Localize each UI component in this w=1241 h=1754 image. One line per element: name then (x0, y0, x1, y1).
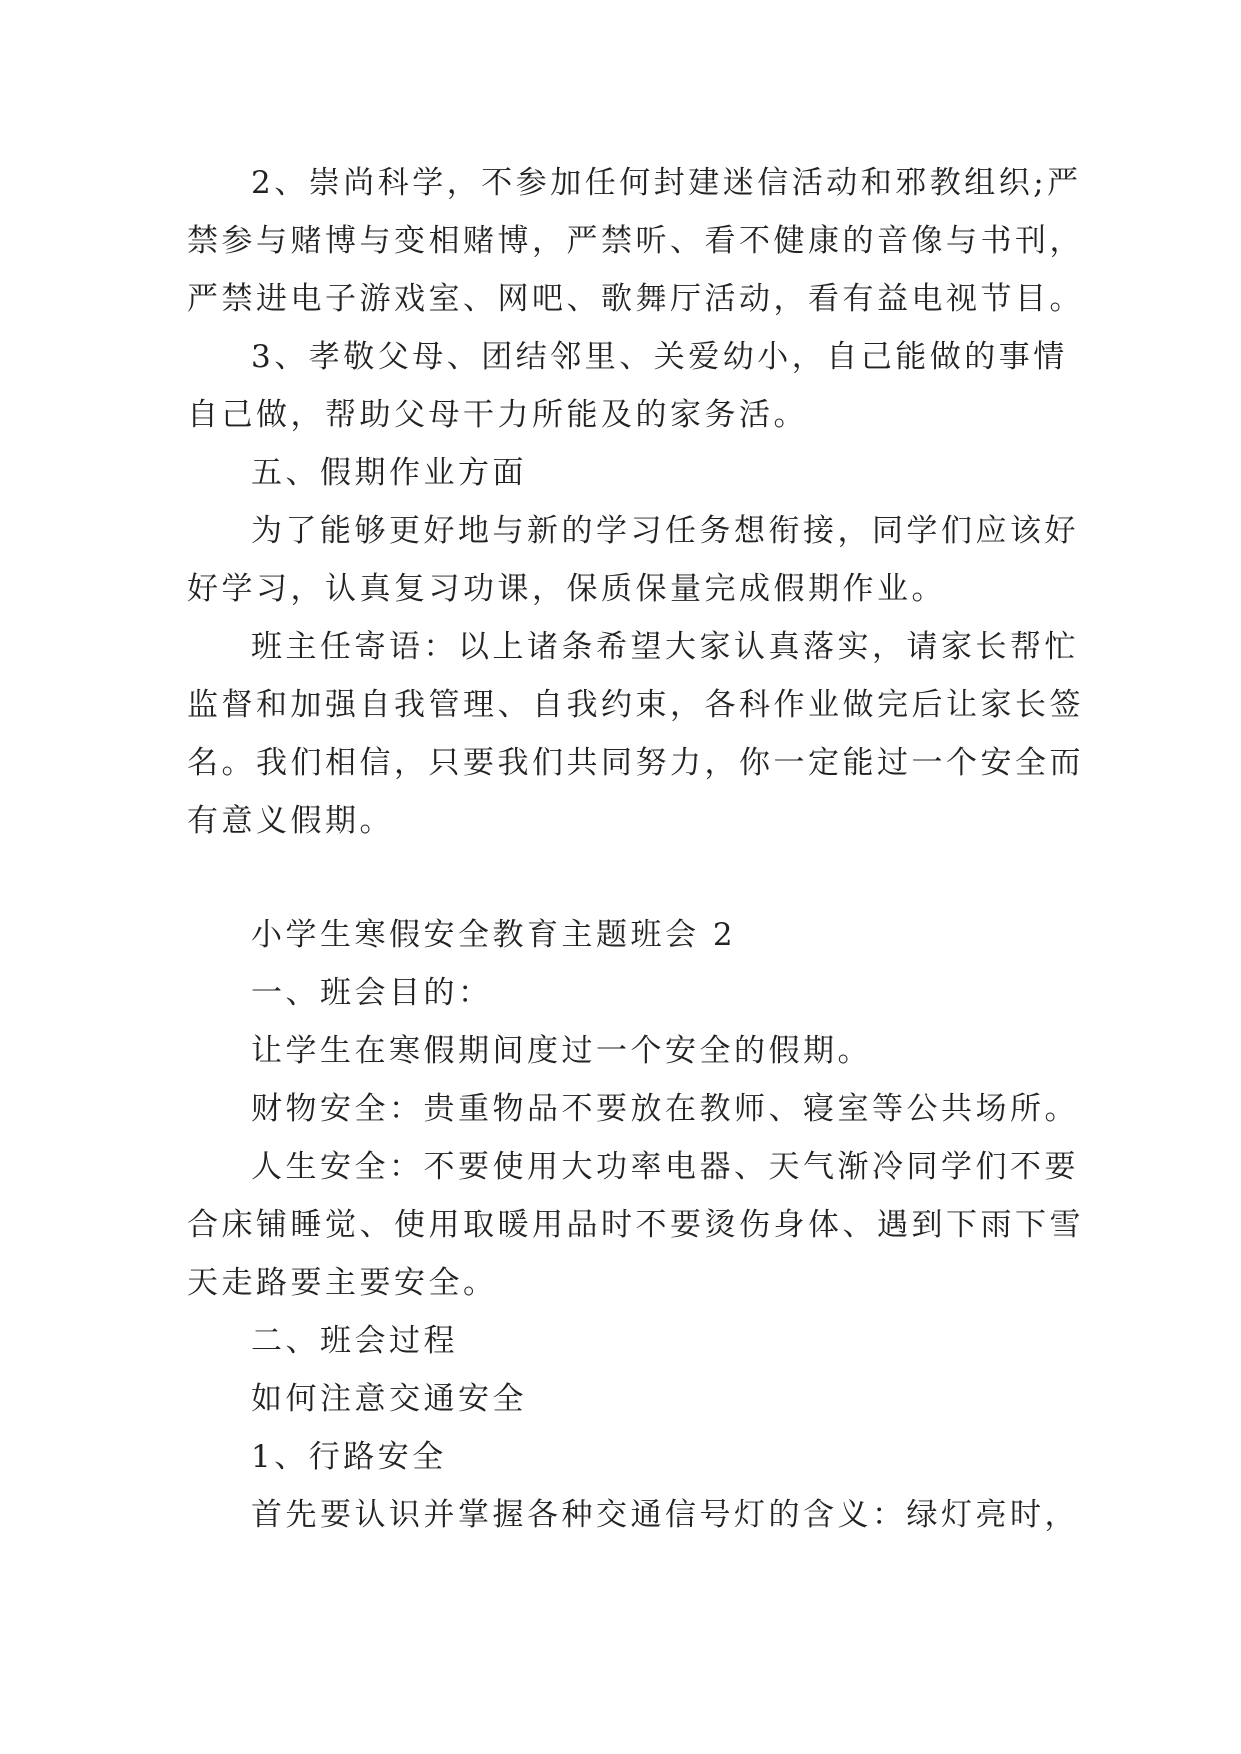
document-title: 小学生寒假安全教育主题班会 2 (251, 917, 737, 953)
section-heading: 五、假期作业方面 (251, 455, 527, 491)
paragraph-line: 班主任寄语：以上诸条希望大家认真落实，请家长帮忙 (251, 629, 1079, 665)
paragraph-line: 2、崇尚科学，不参加任何封建迷信活动和邪教组织;严 (251, 165, 1082, 201)
paragraph-line: 天走路要主要安全。 (187, 1265, 498, 1301)
paragraph-line: 监督和加强自我管理、自我约束，各科作业做完后让家长签 (187, 687, 1084, 723)
paragraph-line: 为了能够更好地与新的学习任务想衔接，同学们应该好 (251, 513, 1079, 549)
paragraph-line: 合床铺睡觉、使用取暖用品时不要烫伤身体、遇到下雨下雪 (187, 1207, 1084, 1243)
paragraph-line: 让学生在寒假期间度过一个安全的假期。 (251, 1033, 872, 1069)
subsection-heading: 如何注意交通安全 (251, 1381, 527, 1417)
paragraph-line: 禁参与赌博与变相赌博，严禁听、看不健康的音像与书刊， (187, 223, 1084, 259)
section-2-body (187, 906, 1084, 1544)
paragraph-line: 财物安全：贵重物品不要放在教师、寝室等公共场所。 (251, 1091, 1079, 1127)
paragraph-line: 严禁进电子游戏室、网吧、歌舞厅活动，看有益电视节目。 (187, 281, 1084, 317)
section-1-body (187, 154, 1084, 850)
paragraph-line: 人生安全：不要使用大功率电器、天气渐冷同学们不要 (251, 1149, 1079, 1185)
paragraph-line: 首先要认识并掌握各种交通信号灯的含义：绿灯亮时， (251, 1497, 1079, 1533)
paragraph-line: 好学习，认真复习功课，保质保量完成假期作业。 (187, 571, 946, 607)
subsection-heading: 1、行路安全 (251, 1439, 447, 1475)
paragraph-line: 自己做，帮助父母干力所能及的家务活。 (187, 397, 808, 433)
paragraph-line: 3、孝敬父母、团结邻里、关爱幼小，自己能做的事情 (251, 339, 1068, 375)
section-heading: 一、班会目的： (251, 975, 493, 1011)
paragraph-line: 名。我们相信，只要我们共同努力，你一定能过一个安全而 (187, 745, 1084, 781)
paragraph-line: 有意义假期。 (187, 803, 394, 839)
section-heading: 二、班会过程 (251, 1323, 458, 1359)
